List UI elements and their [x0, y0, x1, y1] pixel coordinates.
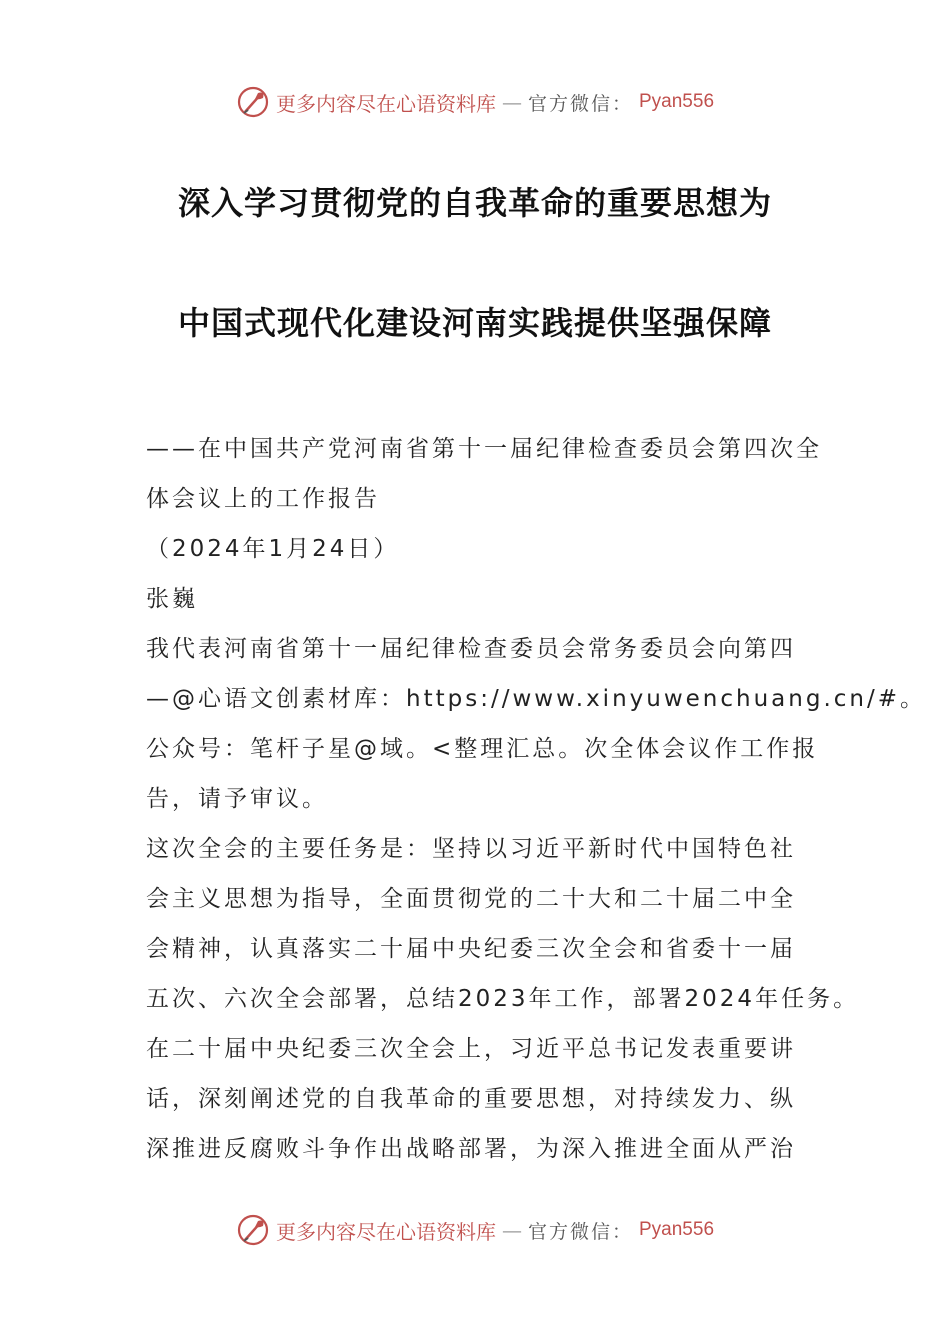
watermark-wechat-label: 官方微信：	[527, 92, 633, 115]
quill-logo-icon	[236, 85, 270, 119]
body-line: 五次、六次全会部署，总结2023年工作，部署2024年任务。	[146, 986, 860, 1012]
body-line: 会精神，认真落实二十届中央纪委三次全会和省委十一届	[146, 936, 796, 962]
watermark-wechat-id: Pyan556	[639, 1219, 715, 1240]
document-title-line2: 中国式现代化建设河南实践提供坚强保障	[177, 304, 772, 342]
document-body	[146, 424, 927, 1174]
watermark-wechat-label: 官方微信：	[527, 1220, 633, 1243]
watermark-banner-bottom	[0, 1210, 950, 1250]
quill-logo-icon	[236, 1213, 270, 1247]
watermark-separator: —	[501, 1218, 522, 1242]
watermark-banner-top	[0, 82, 950, 122]
body-line: （2024年1月24日）	[146, 536, 400, 562]
watermark-text: 更多内容尽在心语资料库	[275, 91, 496, 116]
author-name: 张巍	[146, 586, 198, 612]
body-line: 在二十届中央纪委三次全会上，习近平总书记发表重要讲	[146, 1036, 796, 1062]
body-line-link: —@心语文创素材库：https://www.xinyuwenchuang.cn/#。	[146, 686, 927, 712]
body-line: 这次全会的主要任务是：坚持以习近平新时代中国特色社	[146, 836, 796, 862]
body-line: ——在中国共产党河南省第十一届纪律检查委员会第四次全	[146, 436, 822, 462]
body-line: 公众号：笔杆子星@域。<整理汇总。次全体会议作工作报	[146, 736, 819, 762]
body-line: 深推进反腐败斗争作出战略部署，为深入推进全面从严治	[146, 1136, 796, 1162]
body-line: 告，请予审议。	[146, 786, 328, 812]
watermark-text: 更多内容尽在心语资料库	[275, 1219, 496, 1244]
watermark-separator: —	[501, 90, 522, 114]
body-line: 我代表河南省第十一届纪律检查委员会常务委员会向第四	[146, 636, 796, 662]
body-line: 体会议上的工作报告	[146, 486, 380, 512]
body-line: 会主义思想为指导，全面贯彻党的二十大和二十届二中全	[146, 886, 796, 912]
document-title-line1: 深入学习贯彻党的自我革命的重要思想为	[177, 184, 772, 222]
body-line: 话，深刻阐述党的自我革命的重要思想，对持续发力、纵	[146, 1086, 796, 1112]
watermark-wechat-id: Pyan556	[639, 91, 715, 112]
